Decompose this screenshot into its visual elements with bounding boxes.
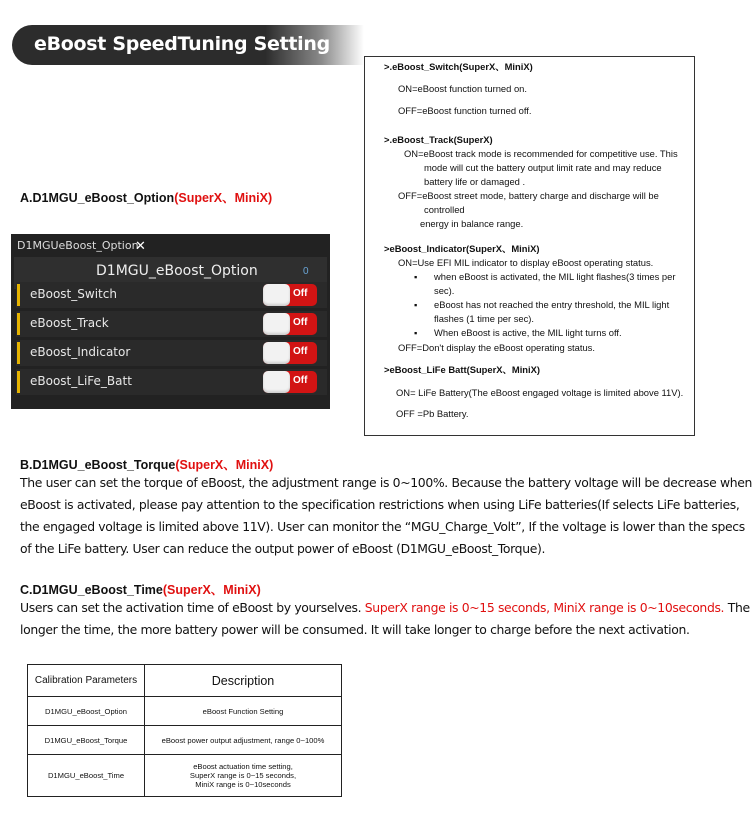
indicator-bullet-2a: eBoost has not reached the entry threshold, the MIL light <box>434 299 670 310</box>
option-label: eBoost_LiFe_Batt <box>30 374 132 388</box>
option-row-track <box>16 311 327 337</box>
toggle-knob <box>263 313 290 335</box>
life-off-text: OFF =Pb Battery. <box>396 408 469 419</box>
indicator-bullet-1a: when eBoost is activated, the MIL light flashes(3 times per <box>434 271 676 282</box>
page-banner <box>12 25 364 65</box>
section-a-name: A.D1MGU_eBoost_Option <box>20 191 175 205</box>
toggle-knob <box>263 342 290 364</box>
section-b-line: The user can set the torque of eBoost, the adjustment range is 0~100%. Because the battery voltage will be decrease when <box>20 475 752 490</box>
life-heading: >eBoost_LiFe Batt(SuperX、MiniX) <box>384 364 541 375</box>
section-c-text: Users can set the activation time of eBoost by yourselves. <box>20 600 365 615</box>
section-b-models: (SuperX、MiniX) <box>175 458 274 472</box>
table-cell-param: D1MGU_eBoost_Torque <box>28 726 145 755</box>
toggle-state: Off <box>293 346 308 357</box>
row-accent-bar <box>17 313 20 335</box>
life-on-text: ON= LiFe Battery(The eBoost engaged voltage is limited above 11V). <box>396 387 684 398</box>
indicator-bullet-2b: flashes (1 time per sec). <box>434 313 535 324</box>
table-row <box>28 697 342 726</box>
bullet-icon: ▪ <box>414 299 418 310</box>
section-a-models: (SuperX、MiniX) <box>174 191 273 205</box>
switch-heading: >.eBoost_Switch(SuperX、MiniX) <box>384 61 533 72</box>
bullet-icon: ▪ <box>414 271 418 282</box>
section-c-name: C.D1MGU_eBoost_Time <box>20 583 163 597</box>
table-header-row <box>28 665 342 697</box>
indicator-bullet-1b: sec). <box>434 285 455 296</box>
table-cell-desc: eBoost power output adjustment, range 0~100% <box>145 726 342 755</box>
tab-label: D1MGUeBoost_Option <box>17 239 139 252</box>
table-row <box>28 755 342 797</box>
table-cell-param: D1MGU_eBoost_Option <box>28 697 145 726</box>
eboost-option-panel <box>11 234 330 409</box>
section-c-line-2: longer the time, the more battery power will be consumed. It will take longer to charge before the next activation. <box>20 622 690 637</box>
section-a-title <box>20 188 272 206</box>
section-b-line: eBoost is activated, please pay attention to the specification restrictions when using LiFe batteries(If selects LiFe batteries, <box>20 497 740 512</box>
switch-off-text: OFF=eBoost function turned off. <box>398 105 532 116</box>
section-b-name: B.D1MGU_eBoost_Torque <box>20 458 176 472</box>
track-off-text-1: OFF=eBoost street mode, battery charge and discharge will be <box>398 190 659 201</box>
tab-eboost-option[interactable] <box>17 239 146 259</box>
track-off-text-3: energy in balance range. <box>420 218 524 229</box>
desc-line: SuperX range is 0~15 seconds, <box>189 771 297 780</box>
switch-toggle[interactable] <box>263 284 317 306</box>
indicator-toggle[interactable] <box>263 342 317 364</box>
indicator-on-text: ON=Use EFI MIL indicator to display eBoost operating status. <box>398 257 654 268</box>
desc-line: MiniX range is 0~10seconds <box>195 780 291 789</box>
section-c-title <box>20 580 261 598</box>
track-off-text-2: controlled <box>424 204 465 215</box>
section-c-text: The <box>724 600 750 615</box>
section-b-line: of the LiFe battery. User can reduce the output power of eBoost (D1MGU_eBoost_Torque). <box>20 541 546 556</box>
table-header: Description <box>145 665 342 697</box>
indicator-heading: >eBoost_Indicator(SuperX、MiniX) <box>384 243 540 254</box>
toggle-state: Off <box>293 288 308 299</box>
track-on-text-2: mode will cut the battery output limit rate and may reduce <box>424 162 662 173</box>
toggle-state: Off <box>293 375 308 386</box>
section-b-line: the engaged voltage is limited above 11V). User can monitor the “MGU_Charge_Volt”, If the voltage is lower than the specs <box>20 519 745 534</box>
table-cell-desc: eBoost Function Setting <box>145 697 342 726</box>
option-row-life-batt <box>16 369 327 395</box>
option-label: eBoost_Indicator <box>30 345 131 359</box>
table-cell-param: D1MGU_eBoost_Time <box>28 755 145 797</box>
row-accent-bar <box>17 284 20 306</box>
section-b-title <box>20 455 273 473</box>
toggle-knob <box>263 284 290 306</box>
calibration-table <box>27 664 342 797</box>
table-row <box>28 726 342 755</box>
section-c-line-1 <box>20 600 750 615</box>
option-label: eBoost_Track <box>30 316 109 330</box>
option-row-switch <box>16 282 327 308</box>
settings-description-box <box>364 56 695 436</box>
indicator-bullet-3: When eBoost is active, the MIL light turns off. <box>434 327 622 338</box>
bullet-icon: ▪ <box>414 327 418 338</box>
toggle-state: Off <box>293 317 308 328</box>
row-accent-bar <box>17 342 20 364</box>
life-batt-toggle[interactable] <box>263 371 317 393</box>
track-on-text-3: battery life or damaged . <box>424 176 526 187</box>
panel-header-title: D1MGU_eBoost_Option <box>96 263 258 279</box>
switch-on-text: ON=eBoost function turned on. <box>398 83 527 94</box>
row-accent-bar <box>17 371 20 393</box>
section-c-ranges: SuperX range is 0~15 seconds, MiniX range is 0~10seconds. <box>364 600 725 615</box>
table-header: Calibration Parameters <box>28 665 145 697</box>
track-toggle[interactable] <box>263 313 317 335</box>
toggle-knob <box>263 371 290 393</box>
close-icon[interactable]: ✕ <box>135 239 146 254</box>
page-title: eBoost SpeedTuning Setting <box>34 33 330 55</box>
table-cell-desc <box>145 755 342 797</box>
track-heading: >.eBoost_Track(SuperX) <box>384 134 493 145</box>
desc-line: eBoost actuation time setting, <box>193 762 293 771</box>
section-c-models: (SuperX、MiniX) <box>162 583 261 597</box>
indicator-off-text: OFF=Don't display the eBoost operating status. <box>398 342 595 353</box>
panel-header-value: 0 <box>303 266 309 277</box>
track-on-text-1: ON=eBoost track mode is recommended for competitive use. This <box>404 148 678 159</box>
option-row-indicator <box>16 340 327 366</box>
option-label: eBoost_Switch <box>30 287 117 301</box>
